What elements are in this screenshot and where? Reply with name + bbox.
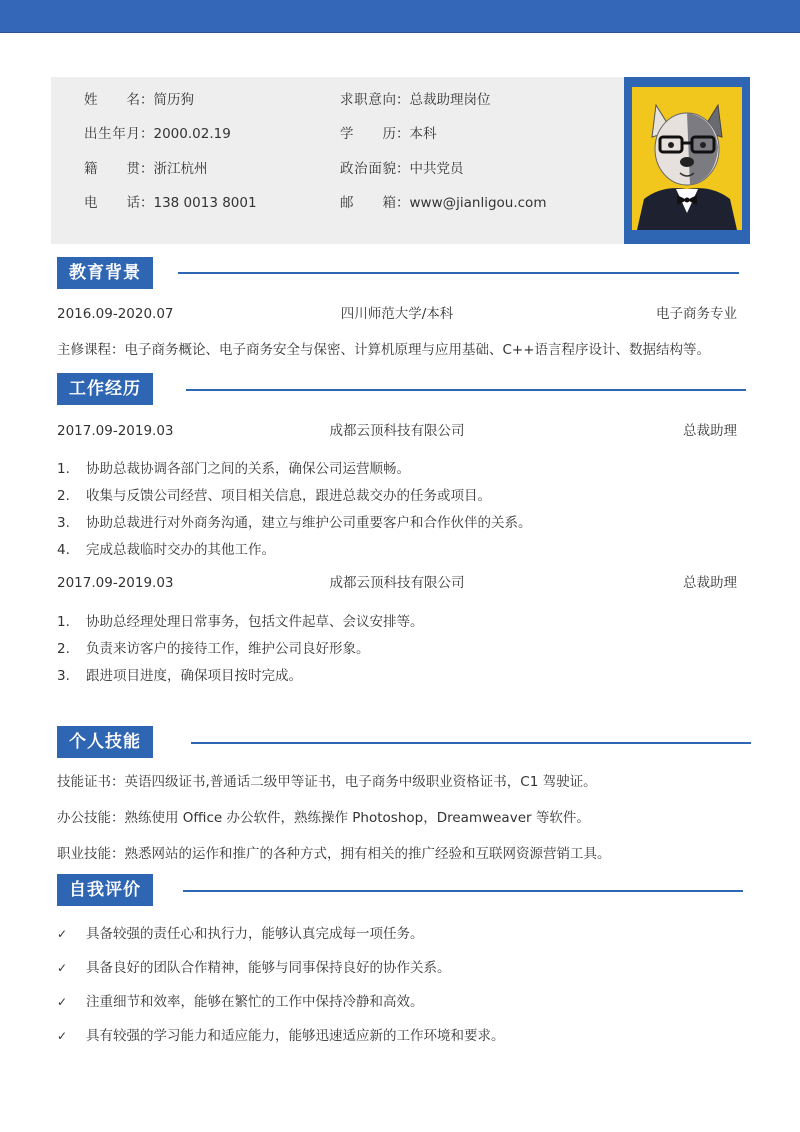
job-position: 总裁助理 [683, 575, 737, 591]
info-politics: 政治面貌：中共党员 [340, 161, 464, 177]
check-icon: ✓ [57, 961, 68, 975]
list-item: 3. 协助总裁进行对外商务沟通，建立与维护公司重要客户和合作伙伴的关系。 [57, 515, 532, 531]
dog-with-glasses-avatar-icon [632, 87, 742, 230]
self-eval-divider [183, 890, 743, 892]
job-position: 总裁助理 [683, 423, 737, 439]
list-item: ✓ 具有较强的学习能力和适应能力，能够迅速适应新的工作环境和要求。 [57, 1028, 505, 1044]
info-origin: 籍贯：浙江杭州 [84, 161, 208, 177]
work-title: 工作经历 [57, 373, 153, 405]
info-email: 邮箱：www@jianligou.com [340, 195, 547, 211]
info-name: 姓名：简历狗 [84, 92, 194, 108]
education-date: 2016.09-2020.07 [57, 306, 174, 322]
info-intention: 求职意向：总裁助理岗位 [340, 92, 491, 108]
check-icon: ✓ [57, 1029, 68, 1043]
list-item: 4. 完成总裁临时交办的其他工作。 [57, 542, 275, 558]
job-company: 成都云顶科技有限公司 [329, 575, 465, 591]
list-item: 1. 协助总裁协调各部门之间的关系，确保公司运营顺畅。 [57, 461, 410, 477]
photo-frame [624, 77, 750, 244]
avatar [632, 87, 742, 230]
job-header [57, 574, 737, 592]
check-icon: ✓ [57, 995, 68, 1009]
check-icon: ✓ [57, 927, 68, 941]
skills-divider [191, 742, 751, 744]
job-date: 2017.09-2019.03 [57, 575, 174, 591]
list-item: 3. 跟进项目进度，确保项目按时完成。 [57, 668, 302, 684]
list-item: ✓ 注重细节和效率，能够在繁忙的工作中保持冷静和高效。 [57, 994, 424, 1010]
skill-line: 办公技能：熟练使用 Office 办公软件，熟练操作 Photoshop，Dreamweaver 等软件。 [57, 810, 590, 826]
info-birth: 出生年月：2000.02.19 [84, 126, 231, 142]
info-phone: 电话：138 0013 8001 [84, 195, 257, 211]
top-bar [0, 0, 800, 33]
skill-line: 职业技能：熟悉网站的运作和推广的各种方式，拥有相关的推广经验和互联网资源营销工具。 [57, 846, 611, 862]
job-header [57, 422, 737, 440]
education-title: 教育背景 [57, 257, 153, 289]
self-eval-title: 自我评价 [57, 874, 153, 906]
education-major: 电子商务专业 [656, 306, 737, 322]
work-divider [186, 389, 746, 391]
list-item: ✓ 具备良好的团队合作精神，能够与同事保持良好的协作关系。 [57, 960, 451, 976]
list-item: 2. 负责来访客户的接待工作，维护公司良好形象。 [57, 641, 370, 657]
list-item: 2. 收集与反馈公司经营、项目相关信息，跟进总裁交办的任务或项目。 [57, 488, 491, 504]
education-courses: 主修课程：电子商务概论、电子商务安全与保密、计算机原理与应用基础、C++语言程序设计、数据结构等。 [57, 342, 711, 358]
info-degree: 学历：本科 [340, 126, 437, 142]
education-row [57, 305, 737, 323]
skills-title: 个人技能 [57, 726, 153, 758]
job-date: 2017.09-2019.03 [57, 423, 174, 439]
education-divider [178, 272, 739, 274]
list-item: 1. 协助总经理处理日常事务，包括文件起草、会议安排等。 [57, 614, 424, 630]
skill-line: 技能证书：英语四级证书,普通话二级甲等证书，电子商务中级职业资格证书，C1 驾驶证。 [57, 774, 597, 790]
job-company: 成都云顶科技有限公司 [329, 423, 465, 439]
education-school: 四川师范大学/本科 [340, 306, 454, 322]
list-item: ✓ 具备较强的责任心和执行力，能够认真完成每一项任务。 [57, 926, 424, 942]
